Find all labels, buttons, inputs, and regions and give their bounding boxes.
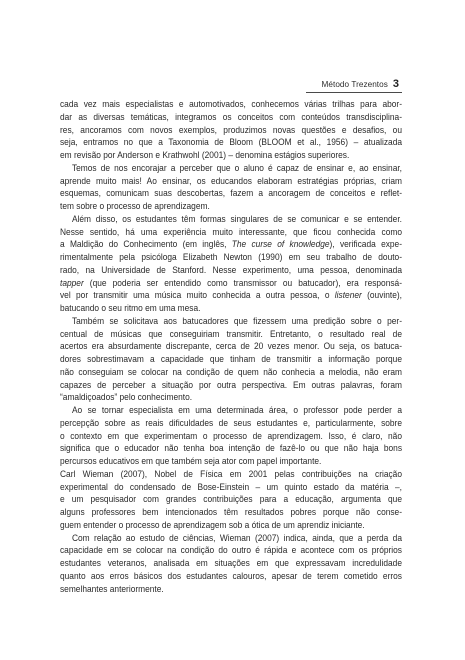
text-line: não conseguiam se colocar na condição de quem não conhecia a melodia, não eram	[60, 366, 402, 377]
running-header	[322, 78, 399, 90]
text-line: capacidade em se colocar na condição do outro é rápida e acontece com os próprios	[60, 545, 402, 556]
paragraph	[60, 213, 402, 315]
text-line: semelhantes anteriormente.	[60, 583, 164, 594]
body-text	[60, 98, 402, 595]
text-line: esquemas, comunicam suas descobertas, fazem a ancoragem de conceitos e reflet-	[60, 188, 402, 199]
text-line	[60, 277, 402, 290]
text-segment: a Maldição do Conhecimento (em inglês,	[60, 239, 232, 250]
text-line: e um pesquisador com grandes contribuições para a educação, argumenta que	[60, 494, 402, 505]
text-line	[60, 238, 402, 251]
text-line: percursos educativos em que também seja ator com papel importante.	[60, 456, 322, 466]
text-line	[60, 289, 402, 302]
text-segment: (que poderia ser entendido como transmissor ou batucador), era responsá-	[83, 277, 403, 288]
text-line: experimental do condensado de Bose-Einstein – um quinto estado da matéria –,	[60, 481, 402, 492]
text-line: guem entender o processo de aprendizagem sob a ótica de um aprendiz iniciante.	[60, 519, 365, 530]
text-line: tem sobre o processo de aprendizagem.	[60, 201, 210, 211]
text-line: Ao se tornar especialista em uma determinada área, o professor pode perder a	[71, 405, 402, 415]
running-title: Método Trezentos	[321, 80, 388, 89]
paragraph	[60, 162, 402, 213]
text-line: cada vez mais especialistas e automotivados, conhecemos várias trilhas para abor-	[60, 99, 402, 109]
text-line: percepção sobre as reais dificuldades de seus estudantes e, particularmente, sobre	[60, 417, 402, 428]
text-line: centual de músicas que conseguiriam transmitir. Entretanto, o resultado real de	[60, 328, 402, 339]
text-line: o contexto em que experimentam o processo de aprendizagem. Isso, é claro, não	[60, 430, 402, 441]
text-segment: vel por transmitir uma música muito conhecida a outra pessoa, o	[60, 290, 335, 301]
text-line: aprende muito mais! Ao ensinar, os educandos elaboram estratégias próprias, criam	[60, 175, 402, 186]
paragraph	[60, 468, 402, 532]
text-line: Carl Wieman (2007), Nobel de Física em 2001 pelas contribuições na criação	[60, 468, 402, 479]
paragraph	[60, 532, 402, 596]
text-line: dores sobrestimavam a capacidade que tinham de transmitir a informação porque	[60, 354, 402, 364]
header-rule	[306, 92, 402, 93]
text-line: rimentalmente pela psicóloga Elizabeth Newton (1990) em seu trabalho de douto-	[60, 252, 402, 262]
text-line: Nesse sentido, há uma experiência muito interessante, que ficou conhecida como	[60, 226, 402, 237]
text-line: rado, na Universidade de Stanford. Nesse experimento, uma pessoa, denominada	[60, 264, 402, 275]
text-line: dar as diversas temáticas, integramos os conceitos com conteúdos transdisciplina-	[60, 111, 402, 122]
italic-term: The curse of knowledge	[231, 239, 330, 250]
text-line: significa que o educador não tenha boa intenção de fazê-lo ou que não haja bons	[60, 443, 402, 454]
italic-term: tapper	[60, 277, 84, 288]
text-line: Também se solicitava aos batucadores que fizessem uma predição sobre o per-	[71, 315, 402, 326]
text-line: res, ancoramos com novos exemplos, produzimos novas questões e desafios, ou	[60, 124, 402, 135]
text-line: seja, entramos no que a Taxonomia de Bloom (BLOOM et al., 1956) – atualizada	[60, 137, 402, 148]
text-line: Temos de nos encorajar a perceber que o aluno é capaz de ensinar e, ao ensinar,	[71, 162, 402, 173]
text-line: quanto aos erros básicos dos estudantes calouros, apesar de terem cometido erros	[60, 570, 402, 581]
text-line: Além disso, os estudantes têm formas singulares de se comunicar e se entender.	[71, 213, 402, 224]
paragraph	[60, 404, 402, 468]
text-segment: ), verificada expe-	[329, 239, 402, 250]
paragraph	[60, 98, 402, 162]
text-line: capazes de perceber a situação por outra perspectiva. Em outras palavras, foram	[60, 379, 402, 390]
italic-term: listener	[334, 290, 362, 301]
text-line: Com relação ao estudo de ciências, Wieman (2007) indica, ainda, que a perda da	[71, 532, 402, 543]
text-line: batucando o seu ritmo em uma mesa.	[60, 303, 201, 313]
text-line: acertos era absurdamente discrepante, cerca de 20 vezes menor. Ou seja, os batuca-	[60, 341, 402, 352]
text-segment: (ouvinte),	[361, 290, 402, 301]
text-line: “amaldiçoados” pelo conhecimento.	[60, 392, 193, 403]
paragraph	[60, 315, 402, 404]
text-line: em revisão por Anderson e Krathwohl (2001) – denomina estágios superiores.	[60, 150, 350, 160]
text-line: alguns professores bem intencionados têm resultados pobres porque não conse-	[60, 507, 402, 517]
page-number: 3	[392, 78, 399, 90]
text-line: estudantes veteranos, analisada em situações em que expressavam incredulidade	[60, 558, 402, 568]
